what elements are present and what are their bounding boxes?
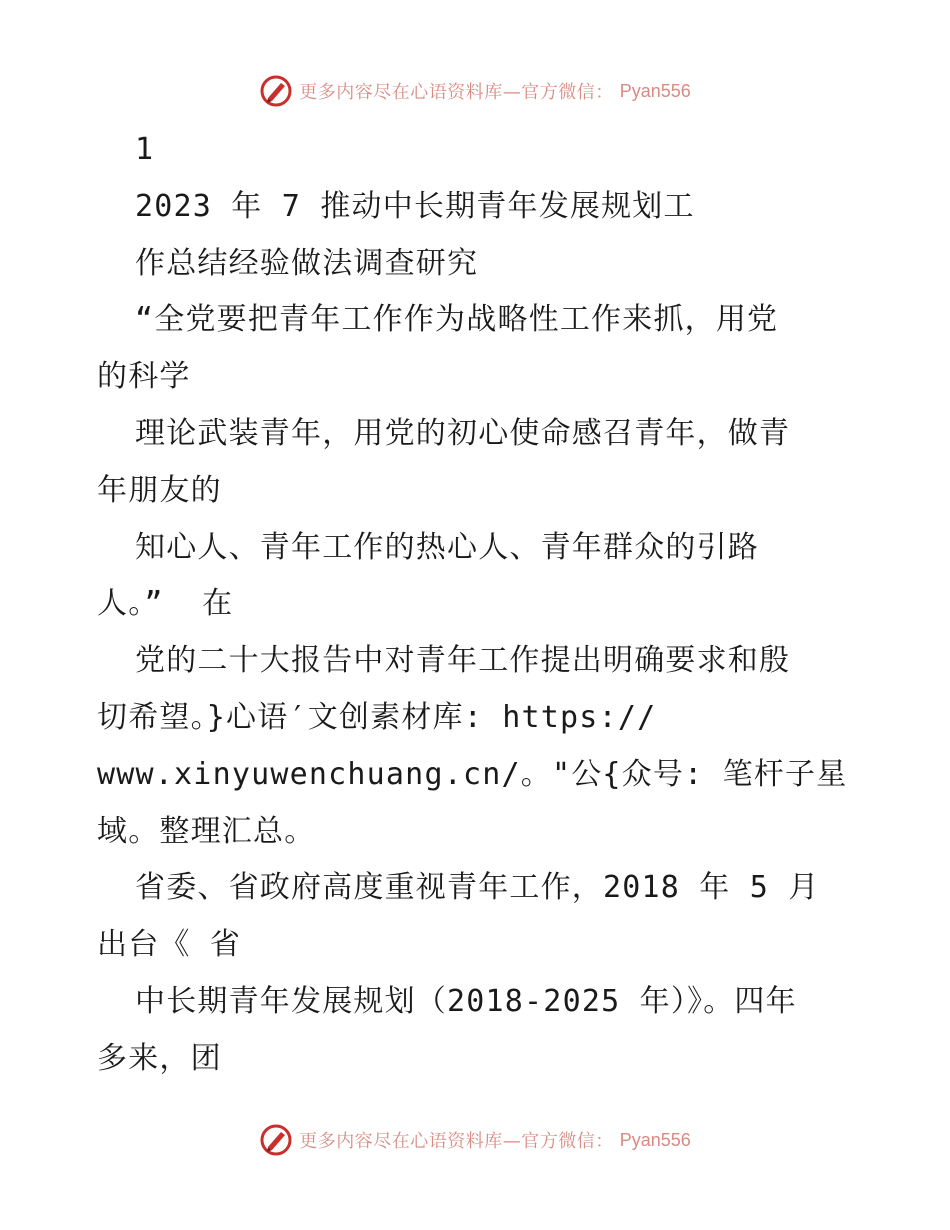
watermark-handle: Pyan556 [619, 1129, 691, 1150]
paragraph-line: 切希望。}心语′文创素材库: https:// [97, 699, 657, 735]
pen-logo-icon [259, 74, 293, 108]
paragraph-line: 年朋友的 [97, 472, 222, 508]
paragraph-line: 人。” 在 [97, 586, 234, 622]
paragraph-line: 省委、省政府高度重视青年工作，2018 年 5 月 [135, 870, 820, 906]
paragraph-line: “全党要把青年工作作为战略性工作来抓，用党 [135, 302, 779, 338]
paragraph-line: 的科学 [97, 359, 191, 395]
header-watermark [0, 71, 950, 111]
document-title-line-1: 2023 年 7 推动中长期青年发展规划工 [135, 188, 695, 224]
watermark-handle: Pyan556 [619, 80, 691, 101]
paragraph-line: 出台《 省 [97, 927, 242, 963]
paragraph-line: 域。整理汇总。 [97, 813, 316, 849]
document-title-line-2: 作总结经验做法调查研究 [135, 245, 479, 281]
paragraph-line: 党的二十大报告中对青年工作提出明确要求和殷 [135, 643, 791, 679]
paragraph-line: 中长期青年发展规划（2018-2025 年）》。四年 [135, 983, 797, 1019]
paragraph-line: 多来，团 [97, 1040, 222, 1076]
footer-watermark [0, 1120, 950, 1160]
watermark-text: 更多内容尽在心语资料库—官方微信： [299, 82, 614, 103]
paragraph-line: www.xinyuwenchuang.cn/。"公{众号: 笔杆子星 [97, 756, 848, 792]
pen-logo-icon [259, 1123, 293, 1157]
watermark-text: 更多内容尽在心语资料库—官方微信： [299, 1131, 614, 1152]
page-number: 1 [135, 132, 155, 167]
document-body [97, 122, 867, 1088]
paragraph-line: 知心人、青年工作的热心人、青年群众的引路 [135, 529, 759, 565]
paragraph-line: 理论武装青年，用党的初心使命感召青年，做青 [135, 415, 791, 451]
